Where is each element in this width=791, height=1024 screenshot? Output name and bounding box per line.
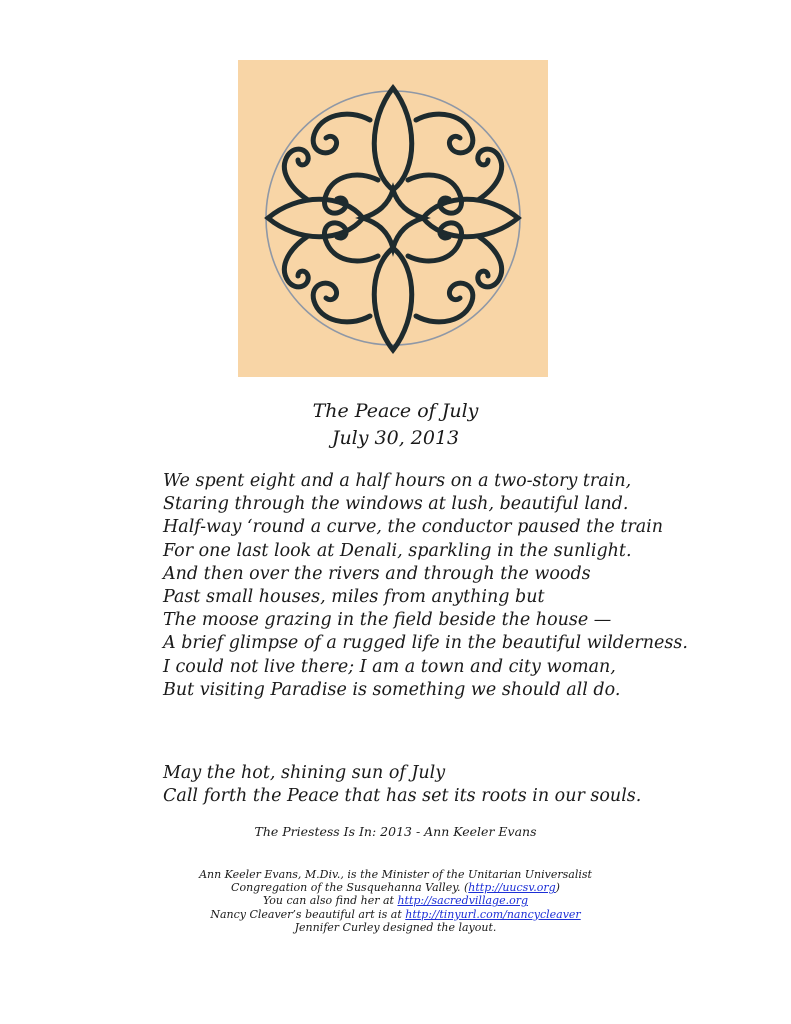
poem-line: But visiting Paradise is something we should all do. (163, 679, 621, 700)
mandala-swirl-icon (238, 60, 548, 377)
author-footer (0, 868, 791, 934)
footer-line-2: Congregation of the Susquehanna Valley. (http://uucsv.org) (231, 881, 560, 895)
poem-line: And then over the rivers and through the woods (163, 563, 591, 584)
footer-line-4: Nancy Cleaver’s beautiful art is at http://tinyurl.com/nancycleaver (210, 907, 581, 921)
poem-stanza-2 (163, 762, 641, 808)
footer-line-5: Jennifer Curley designed the layout. (294, 920, 497, 934)
poem-stanza-1 (163, 470, 688, 702)
poem-line: I could not live there; I am a town and city woman, (163, 656, 616, 677)
poem-title: The Peace of July (312, 400, 479, 422)
poem-date: July 30, 2013 (331, 427, 460, 449)
sacredvillage-link[interactable]: http://sacredvillage.org (397, 894, 528, 908)
footer-line-1: Ann Keeler Evans, M.Div., is the Minister of the Unitarian Universalist (199, 868, 592, 881)
poem-line: For one last look at Denali, sparkling in the sunlight. (163, 540, 632, 561)
poem-line: May the hot, shining sun of July (163, 763, 446, 783)
poem-line: Call forth the Peace that has set its roots in our souls. (163, 786, 642, 807)
poem-line: Half-way ‘round a curve, the conductor paused the train (163, 517, 664, 538)
poem-line: Past small houses, miles from anything but (163, 587, 545, 608)
footer-line-3: You can also find her at http://sacredvillage.org (263, 894, 528, 908)
mandala-artwork (238, 60, 548, 377)
poem-line: We spent eight and a half hours on a two-story train, (163, 471, 632, 491)
poem-line: The moose grazing in the field beside the house — (163, 610, 612, 631)
nancycleaver-link[interactable]: http://tinyurl.com/nancycleaver (405, 907, 581, 921)
poem-line: A brief glimpse of a rugged life in the beautiful wilderness. (163, 633, 688, 654)
uucsv-link[interactable]: http://uucsv.org (468, 881, 556, 895)
signature: The Priestess Is In: 2013 - Ann Keeler Evans (254, 824, 537, 839)
poem-line: Staring through the windows at lush, beautiful land. (163, 494, 629, 515)
